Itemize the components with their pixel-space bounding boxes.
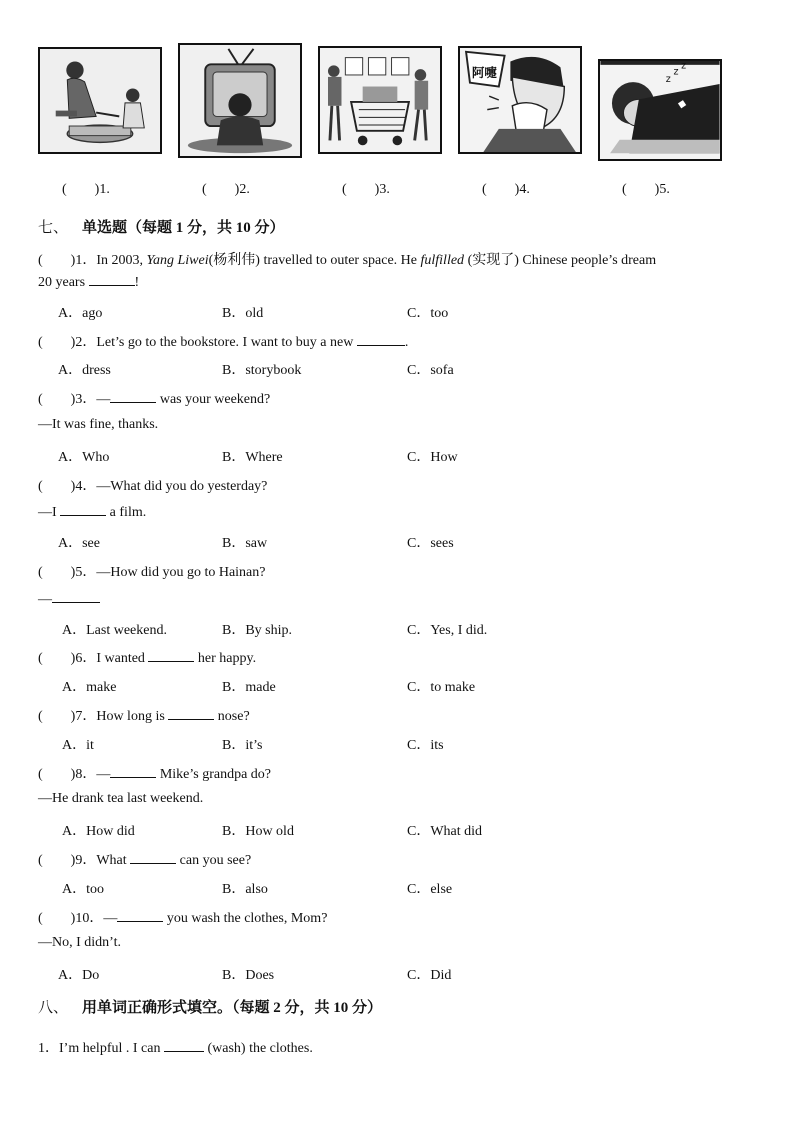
question-1-number: ( )1． — [38, 253, 97, 268]
question-1-option-b[interactable]: B．old — [222, 306, 264, 321]
picture-3-answer-label: ( )3. — [342, 182, 390, 197]
question-10-number: ( )10． — [38, 911, 104, 926]
picture-1-washing-clothes — [38, 47, 162, 154]
question-1-name-en: Yang Liwei — [146, 253, 209, 268]
question-6-option-c[interactable]: C．to make — [407, 680, 476, 695]
question-7-option-c[interactable]: C．its — [407, 738, 444, 753]
question-7-number: ( )7． — [38, 709, 97, 724]
question-8-answer: —He drank tea last weekend. — [38, 791, 204, 806]
question-4-option-c[interactable]: C．sees — [407, 536, 454, 551]
question-9-number: ( )9． — [38, 853, 97, 868]
question-4-answer-a: —I — [38, 505, 61, 520]
question-1-option-c[interactable]: C．too — [407, 306, 449, 321]
question-7-stem — [38, 705, 250, 725]
question-8-number: ( )8． — [38, 767, 97, 782]
question-6-stem — [38, 647, 256, 667]
question-9-stem — [38, 849, 251, 869]
question-7-text-b: nose? — [214, 709, 250, 724]
question-9-text-b: can you see? — [176, 853, 252, 868]
section-8-number: 八、 — [38, 1000, 69, 1016]
question-10-option-c[interactable]: C．Did — [407, 968, 452, 983]
question-2-option-b[interactable]: B．storybook — [222, 363, 302, 378]
question-10-text-a: — — [103, 911, 118, 926]
question-1-line2-text: 20 years — [38, 275, 89, 290]
question-3-stem — [38, 388, 270, 408]
question-6-option-a[interactable]: A．make — [62, 680, 117, 695]
picture-5-sleeping — [598, 59, 722, 161]
question-5-option-c[interactable]: C．Yes, I did. — [407, 623, 488, 638]
question-8-text-b: Mike’s grandpa do? — [156, 767, 272, 782]
question-8-option-a[interactable]: A．How did — [62, 824, 135, 839]
question-6-blank[interactable] — [148, 649, 194, 662]
question-1-option-a[interactable]: A．ago — [58, 306, 103, 321]
question-1-stem-line-2 — [38, 273, 139, 291]
question-5-answer — [38, 590, 100, 608]
question-4-blank[interactable] — [60, 503, 106, 516]
question-1-gloss: (实现了) Chinese people’s dream — [464, 253, 657, 268]
question-8-stem — [38, 763, 271, 783]
question-5-option-b[interactable]: B．By ship. — [222, 623, 293, 638]
question-2-text-a: Let’s go to the bookstore. I want to buy a new — [96, 335, 357, 350]
question-4-option-b[interactable]: B．saw — [222, 536, 268, 551]
question-10-stem — [38, 907, 327, 927]
question-5-text: —How did you go to Hainan? — [96, 565, 266, 580]
question-10-answer: —No, I didn’t. — [38, 935, 121, 950]
question-1-line2-end: ! — [134, 275, 140, 290]
question-8-blank[interactable] — [110, 765, 156, 778]
question-3-number: ( )3． — [38, 392, 97, 407]
section-7-heading — [38, 216, 285, 237]
question-5-number: ( )5． — [38, 565, 97, 580]
question-3-text-b: was your weekend? — [156, 392, 271, 407]
picture-4-sneezing — [458, 46, 582, 154]
question-2-option-c[interactable]: C．sofa — [407, 363, 454, 378]
question-6-number: ( )6． — [38, 651, 97, 666]
question-6-text-b: her happy. — [194, 651, 257, 666]
question-6-text-a: I wanted — [96, 651, 149, 666]
section-8-question-1-blank[interactable] — [164, 1039, 204, 1052]
question-8-option-c[interactable]: C．What did — [407, 824, 483, 839]
section-7-number: 七、 — [38, 220, 69, 236]
question-1-word: fulfilled — [420, 253, 465, 268]
question-8-text-a: — — [96, 767, 111, 782]
question-1-blank[interactable] — [89, 273, 135, 286]
question-6-option-b[interactable]: B．made — [222, 680, 276, 695]
section-8-title: 用单词正确形式填空。（每题 2 分，共 10 分） — [82, 1000, 383, 1016]
question-1-text-a: In 2003, — [96, 253, 147, 268]
question-9-option-c[interactable]: C．else — [407, 882, 453, 897]
question-2-blank[interactable] — [357, 333, 405, 346]
question-3-text-a: — — [96, 392, 111, 407]
picture-4-answer-label: ( )4. — [482, 182, 530, 197]
question-10-option-b[interactable]: B．Does — [222, 968, 275, 983]
question-4-text: —What did you do yesterday? — [96, 479, 268, 494]
question-3-option-a[interactable]: A．Who — [58, 450, 110, 465]
question-1-text-b: travelled to outer space. He — [259, 253, 421, 268]
section-8-question-1 — [38, 1037, 313, 1057]
question-7-text-a: How long is — [96, 709, 169, 724]
question-7-option-a[interactable]: A．it — [62, 738, 94, 753]
question-4-stem — [38, 475, 267, 495]
sneeze-sign-text: 阿嚏 — [471, 64, 497, 80]
question-10-text-b: you wash the clothes, Mom? — [163, 911, 328, 926]
section-8-heading — [38, 996, 382, 1017]
picture-3-shopping-cart — [318, 46, 442, 154]
section-7-title: 单选题（每题 1 分，共 10 分） — [82, 220, 285, 236]
question-2-stem — [38, 331, 408, 351]
question-5-blank[interactable] — [52, 590, 100, 603]
svg-text:z: z — [665, 74, 671, 86]
question-5-stem — [38, 561, 265, 581]
question-7-option-b[interactable]: B．it’s — [222, 738, 263, 753]
question-2-option-a[interactable]: A．dress — [58, 363, 111, 378]
question-9-option-b[interactable]: B．also — [222, 882, 268, 897]
question-1-name-cn: (杨利伟) — [208, 253, 260, 268]
question-4-number: ( )4． — [38, 479, 97, 494]
question-3-answer: —It was fine, thanks. — [38, 417, 159, 432]
question-3-blank[interactable] — [110, 390, 156, 403]
question-5-option-a[interactable]: A．Last weekend. — [62, 623, 167, 638]
question-7-blank[interactable] — [168, 707, 214, 720]
question-9-blank[interactable] — [130, 851, 176, 864]
section-8-question-1-text-b: (wash) the clothes. — [203, 1041, 313, 1056]
picture-2-answer-label: ( )2. — [202, 182, 250, 197]
question-8-option-b[interactable]: B．How old — [222, 824, 294, 839]
question-3-option-c[interactable]: C．How — [407, 450, 458, 465]
svg-text:z: z — [681, 61, 687, 72]
picture-5-answer-label: ( )5. — [622, 182, 670, 197]
question-4-answer-b: a film. — [106, 505, 147, 520]
question-9-text-a: What — [96, 853, 131, 868]
question-10-option-a[interactable]: A．Do — [58, 968, 100, 983]
picture-1-answer-label: ( )1. — [62, 182, 110, 197]
question-4-answer — [38, 503, 146, 521]
question-2-text-b: . — [404, 335, 409, 350]
question-4-option-a[interactable]: A．see — [58, 536, 100, 551]
question-10-blank[interactable] — [117, 909, 163, 922]
question-5-answer-dash: — — [38, 592, 52, 607]
question-2-number: ( )2． — [38, 335, 97, 350]
section-8-question-1-text-a: 1．I’m helpful . I can — [38, 1041, 164, 1056]
question-3-option-b[interactable]: B．Where — [222, 450, 283, 465]
picture-2-watching-tv — [178, 43, 302, 158]
svg-text:z: z — [673, 66, 679, 78]
question-9-option-a[interactable]: A．too — [62, 882, 104, 897]
question-1-stem — [38, 250, 750, 271]
